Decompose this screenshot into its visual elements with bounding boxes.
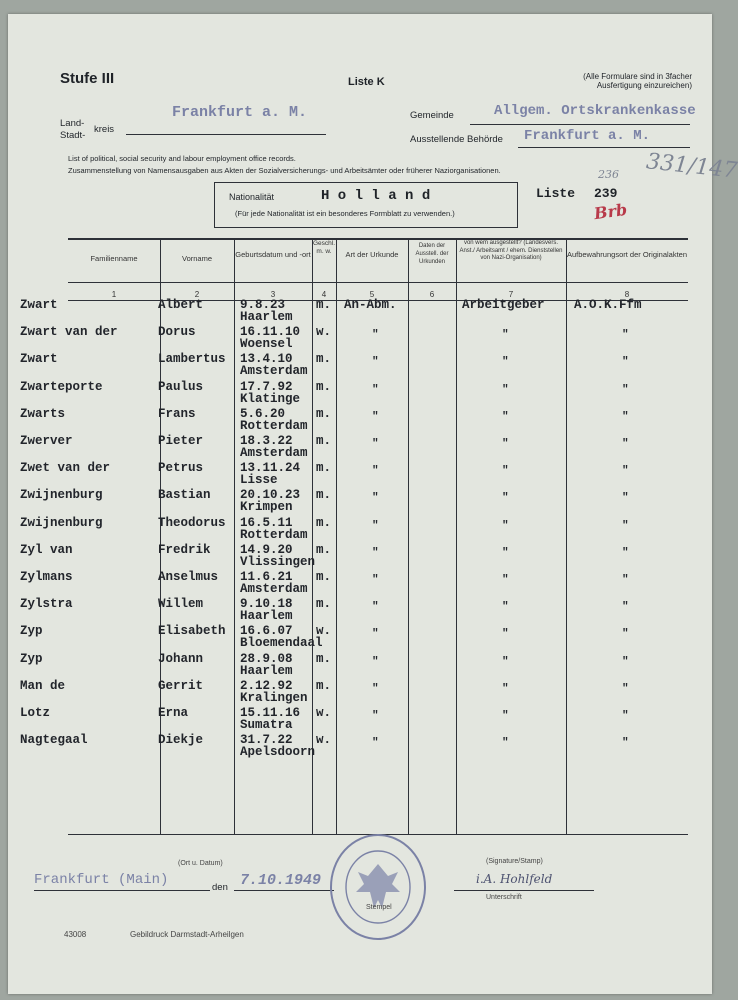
row-birth-date: 5.6.20 [240, 406, 286, 421]
footer-place-underline [34, 890, 210, 891]
gemeinde-underline [470, 124, 690, 125]
row-sex: w. [316, 325, 332, 340]
col-header-daten: Daten der Ausstell. der Urkunden [415, 243, 449, 265]
kreis-label: kreis [94, 124, 115, 135]
row-issued-by: " [502, 546, 509, 559]
row-document-type: " [372, 519, 379, 532]
row-sex: m. [316, 678, 332, 693]
row-issued-by: " [502, 410, 509, 423]
liste-number-label: Liste [536, 186, 576, 201]
row-issued-by: " [502, 492, 509, 505]
row-family-name: Lotz [20, 706, 51, 720]
col-header-von-wem: von wem ausgestellt? (Landesvers. Anst./ Arbeitsamt / ehem. Dienststellen von Nazi-Organisation) [459, 240, 563, 261]
liste-k-label: Liste K [348, 76, 385, 88]
row-birth-place: Vlissingen [240, 554, 316, 569]
row-document-type: " [372, 655, 379, 668]
row-record-location: A.O.K.Ffm [574, 298, 642, 312]
row-given-name: Albert [158, 298, 204, 312]
row-family-name: Zwarts [20, 406, 66, 421]
row-sex: m. [316, 461, 332, 476]
row-family-name: Zylmans [20, 570, 73, 584]
row-record-location: " [622, 410, 629, 423]
row-family-name: Nagtegaal [20, 733, 88, 748]
col-divider-7 [566, 238, 567, 834]
row-document-type: " [372, 710, 379, 722]
row-birth-place: Woensel [240, 337, 293, 352]
document-page [8, 14, 738, 994]
row-given-name: Paulus [158, 379, 204, 394]
row-sex: m. [316, 515, 332, 530]
row-issued-by: " [502, 682, 509, 695]
table-top-rule [68, 238, 688, 240]
row-family-name: Man de [20, 678, 66, 693]
row-record-location: " [622, 438, 629, 450]
row-birth-date: 31.7.22 [240, 733, 293, 748]
row-given-name: Lambertus [158, 352, 226, 367]
col-divider-2 [234, 238, 235, 834]
gemeinde-label: Gemeinde [410, 110, 454, 121]
row-given-name: Pieter [158, 434, 204, 448]
row-record-location: " [622, 737, 629, 750]
row-issued-by: " [502, 438, 509, 450]
row-sex: m. [316, 488, 332, 503]
col-num-4: 4 [321, 290, 327, 299]
row-issued-by: " [502, 737, 509, 750]
col-header-aufbewahrung: Aufbewahrungsort der Originalakten [566, 250, 688, 259]
row-family-name: Zwerver [20, 434, 73, 448]
row-record-location: " [622, 601, 629, 614]
table-header-rule [68, 282, 688, 283]
row-document-type: " [372, 329, 379, 342]
row-issued-by: " [502, 465, 509, 478]
col-num-3: 3 [270, 290, 276, 299]
row-sex: m. [316, 298, 332, 312]
row-sex: w. [316, 733, 332, 748]
row-family-name: Zwart van der [20, 325, 118, 340]
row-issued-by: " [502, 710, 509, 722]
row-sex: w. [316, 706, 332, 720]
row-birth-date: 16.6.07 [240, 624, 293, 639]
row-birth-date: 28.9.08 [240, 651, 293, 666]
row-sex: m. [316, 406, 332, 421]
row-birth-date: 2.12.92 [240, 678, 293, 693]
row-issued-by: " [502, 628, 509, 641]
col-divider-4 [336, 238, 337, 834]
row-birth-place: Haarlem [240, 310, 293, 324]
row-birth-place: Amsterdam [240, 364, 308, 379]
row-given-name: Gerrit [158, 678, 204, 693]
row-birth-date: 20.10.23 [240, 488, 301, 503]
liste-number-value: 239 [594, 186, 618, 201]
row-record-location: " [622, 546, 629, 559]
stadt-label: Stadt- [60, 130, 86, 141]
row-document-type: " [372, 628, 379, 641]
row-issued-by: " [502, 601, 509, 614]
row-given-name: Johann [158, 651, 204, 666]
row-family-name: Zwijnenburg [20, 515, 103, 530]
row-document-type: " [372, 546, 379, 559]
row-family-name: Zyl van [20, 542, 73, 557]
stufe-label: Stufe III [60, 70, 115, 87]
row-birth-date: 11.6.21 [240, 570, 293, 584]
row-sex: w. [316, 624, 332, 639]
row-record-location: " [622, 519, 629, 532]
footer-signature: i.A. Hohlfeld [476, 872, 553, 886]
row-family-name: Zyp [20, 624, 43, 639]
col-header-geburt: Geburtsdatum und -ort [235, 250, 311, 259]
row-birth-place: Krimpen [240, 500, 293, 515]
row-birth-place: Amsterdam [240, 582, 308, 596]
row-document-type: " [372, 492, 379, 505]
col-header-vorname: Vorname [181, 254, 213, 263]
row-family-name: Zwet van der [20, 461, 111, 476]
subtitle-english: List of political, social security and labour employment office records. [68, 154, 296, 163]
row-birth-place: Apelsdoorn [240, 745, 316, 760]
col-num-2: 2 [194, 290, 200, 299]
row-birth-place: Lisse [240, 473, 278, 488]
nationality-value: H o l l a n d [321, 188, 431, 204]
row-given-name: Petrus [158, 461, 204, 476]
row-issued-by: " [502, 574, 509, 586]
row-record-location: " [622, 356, 629, 369]
row-record-location: " [622, 655, 629, 668]
footer-date: 7.10.1949 [240, 872, 322, 889]
row-birth-date: 14.9.20 [240, 542, 293, 557]
col-header-art: Art der Urkunde [345, 250, 399, 259]
behoerde-stamp-value: Frankfurt a. M. [524, 128, 651, 144]
row-sex: m. [316, 379, 332, 394]
row-document-type: " [372, 356, 379, 369]
row-document-type: " [372, 601, 379, 614]
row-issued-by: " [502, 383, 509, 396]
margin-pencil-note: 331/147 [644, 149, 738, 184]
kreis-stamp-value: Frankfurt a. M. [172, 104, 308, 121]
row-issued-by: Arbeitgeber [462, 298, 545, 312]
row-given-name: Erna [158, 706, 189, 720]
row-birth-date: 18.3.22 [240, 434, 293, 448]
row-given-name: Willem [158, 597, 204, 612]
form-note-line-2: Ausfertigung einzureichen) [596, 81, 692, 90]
row-issued-by: " [502, 519, 509, 532]
row-birth-place: Sumatra [240, 718, 293, 732]
row-birth-date: 9.10.18 [240, 597, 293, 612]
col-num-8: 8 [624, 290, 630, 299]
row-birth-place: Bloemendaal [240, 636, 323, 651]
form-note [528, 72, 692, 90]
nationality-note: (Für jede Nationalität ist ein besonderes Formblatt zu verwenden.) [235, 209, 455, 218]
row-birth-place: Amsterdam [240, 446, 308, 460]
row-record-location: " [622, 710, 629, 722]
row-document-type: " [372, 465, 379, 478]
row-birth-date: 16.11.10 [240, 325, 301, 340]
row-sex: m. [316, 352, 332, 367]
row-family-name: Zyp [20, 651, 43, 666]
row-birth-date: 17.7.92 [240, 379, 293, 394]
row-record-location: " [622, 492, 629, 505]
row-record-location: " [622, 329, 629, 342]
gemeinde-stamp-value: Allgem. Ortskrankenkasse [494, 103, 696, 119]
row-birth-place: Kralingen [240, 690, 308, 705]
col-divider-6 [456, 238, 457, 834]
row-birth-place: Haarlem [240, 609, 293, 624]
row-given-name: Elisabeth [158, 624, 226, 639]
behoerde-underline [518, 147, 690, 148]
col-num-6: 6 [429, 290, 435, 299]
row-issued-by: " [502, 356, 509, 369]
form-number: 43008 [64, 930, 87, 939]
row-given-name: Theodorus [158, 515, 226, 530]
row-given-name: Anselmus [158, 570, 219, 584]
row-family-name: Zylstra [20, 597, 73, 612]
seal-stempel-label: Stempel [366, 904, 392, 911]
col-header-familienname: Familienname [90, 254, 138, 263]
row-birth-place: Rotterdam [240, 418, 308, 433]
col-num-5: 5 [369, 290, 375, 299]
row-document-type: An-Abm. [344, 298, 397, 312]
row-document-type: " [372, 574, 379, 586]
footer-den-label: den [212, 882, 228, 893]
footer-signature-underline [454, 890, 594, 891]
row-sex: m. [316, 542, 332, 557]
row-birth-date: 15.11.16 [240, 706, 301, 720]
row-given-name: Bastian [158, 488, 211, 503]
footer-unterschrift-label: Unterschrift [486, 894, 522, 901]
printer-imprint: Gebildruck Darmstadt-Arheilgen [130, 930, 244, 939]
row-birth-place: Rotterdam [240, 527, 308, 542]
col-num-7: 7 [508, 290, 514, 299]
row-record-location: " [622, 465, 629, 478]
row-birth-place: Haarlem [240, 663, 293, 678]
row-given-name: Fredrik [158, 542, 211, 557]
row-birth-date: 13.11.24 [240, 461, 301, 476]
row-sex: m. [316, 597, 332, 612]
footer-date-underline [234, 890, 334, 891]
col-divider-5 [408, 238, 409, 834]
nationality-box [214, 182, 518, 228]
form-note-line-1: (Alle Formulare sind in 3facher [583, 72, 692, 81]
row-family-name: Zwart [20, 298, 58, 312]
red-pencil-mark: Brb [592, 199, 629, 224]
row-family-name: Zwarteporte [20, 379, 103, 394]
row-family-name: Zwijnenburg [20, 488, 103, 503]
row-issued-by: " [502, 329, 509, 342]
row-sex: m. [316, 651, 332, 666]
row-given-name: Frans [158, 406, 196, 421]
row-birth-place: Klatinge [240, 391, 301, 406]
row-document-type: " [372, 383, 379, 396]
liste-pencil-note: 236 [598, 168, 619, 181]
kreis-underline [126, 134, 326, 135]
row-birth-date: 9.8.23 [240, 298, 286, 312]
row-document-type: " [372, 438, 379, 450]
row-document-type: " [372, 410, 379, 423]
official-seal [328, 832, 428, 942]
row-record-location: " [622, 383, 629, 396]
col-num-1: 1 [111, 290, 117, 299]
row-given-name: Dorus [158, 325, 196, 340]
land-label: Land- [60, 118, 85, 129]
row-birth-date: 16.5.11 [240, 515, 293, 530]
row-document-type: " [372, 682, 379, 695]
row-sex: m. [316, 570, 332, 584]
footer-ort-datum-label: (Ort u. Datum) [178, 860, 223, 867]
row-record-location: " [622, 574, 629, 586]
row-record-location: " [622, 628, 629, 641]
footer-place: Frankfurt (Main) [34, 872, 169, 888]
col-header-geschlecht: Geschl. m. w. [312, 240, 336, 255]
seal-graphic [328, 832, 428, 942]
behoerde-label: Ausstellende Behörde [410, 134, 503, 145]
row-issued-by: " [502, 655, 509, 668]
row-given-name: Diekje [158, 733, 204, 748]
row-family-name: Zwart [20, 352, 58, 367]
row-document-type: " [372, 737, 379, 750]
subtitle-german: Zusammenstellung von Namensausgaben aus Akten der Sozialversicherungs- und Arbeitsämter oder früherer Naziorganisationen. [68, 166, 501, 175]
row-record-location: " [622, 682, 629, 695]
nationality-label: Nationalität [229, 192, 275, 202]
row-sex: m. [316, 434, 332, 448]
footer-signature-stamp-label: (Signature/Stamp) [486, 858, 543, 865]
row-birth-date: 13.4.10 [240, 352, 293, 367]
